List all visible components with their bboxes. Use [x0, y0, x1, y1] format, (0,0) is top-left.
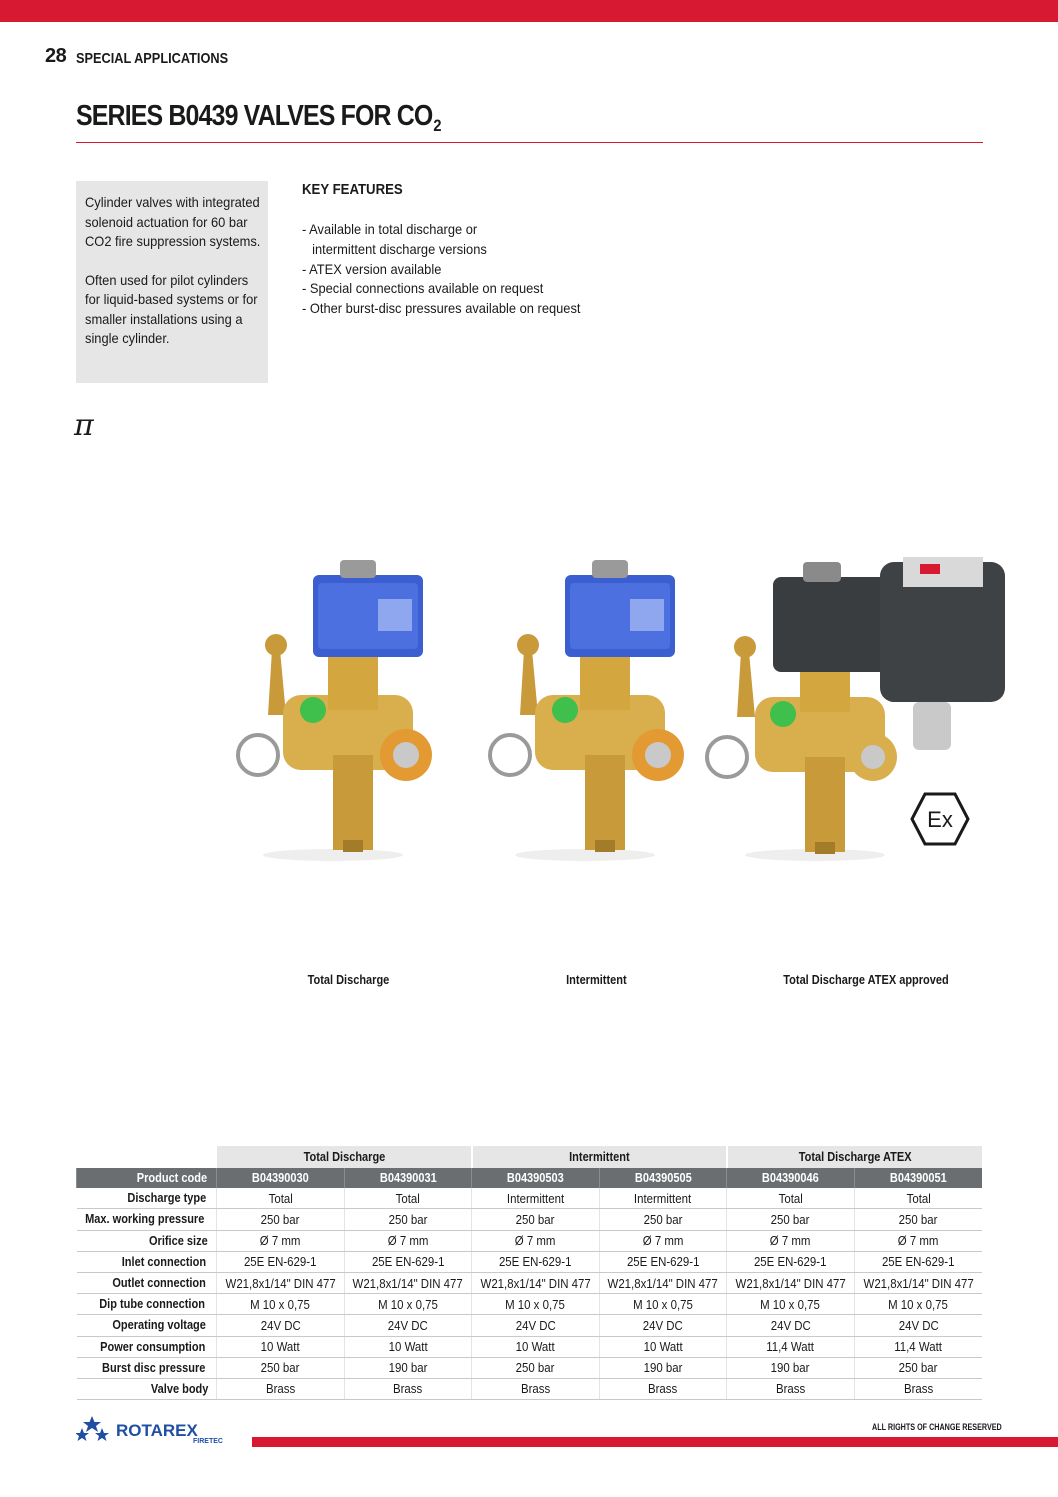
- group-header-total-discharge: Total Discharge: [216, 1146, 471, 1168]
- table-row: [77, 1357, 983, 1378]
- key-feature-item: - Other burst-disc pressures available on request: [302, 300, 581, 317]
- atex-ex-hexagon-icon: [910, 792, 970, 846]
- table-cell: 250 bar: [216, 1357, 344, 1378]
- table-cell: M 10 x 0,75: [599, 1294, 726, 1315]
- table-cell: 190 bar: [727, 1357, 855, 1378]
- table-cell: 24V DC: [727, 1315, 855, 1336]
- table-cell: 10 Watt: [216, 1336, 344, 1357]
- rotarex-logo: [76, 1416, 251, 1444]
- caption-total-discharge: Total Discharge: [307, 973, 390, 987]
- page-title: [76, 100, 441, 133]
- table-cell: 25E EN-629-1: [344, 1251, 471, 1272]
- table-cell: Ø 7 mm: [472, 1230, 600, 1251]
- row-label: Product code: [77, 1168, 217, 1188]
- table-row: [77, 1294, 983, 1315]
- table-cell: Brass: [599, 1378, 726, 1399]
- table-cell: 190 bar: [599, 1357, 726, 1378]
- page-number: 28: [45, 45, 67, 67]
- table-cell: W21,8x1/14" DIN 477: [216, 1272, 344, 1293]
- table-cell: 24V DC: [854, 1315, 982, 1336]
- table-cell: Brass: [854, 1378, 982, 1399]
- table-cell: Total: [216, 1188, 344, 1209]
- table-cell: 250 bar: [854, 1357, 982, 1378]
- table-cell: 250 bar: [472, 1209, 600, 1230]
- table-corner: [77, 1146, 217, 1168]
- table-cell: 25E EN-629-1: [472, 1251, 600, 1272]
- table-row: [77, 1251, 983, 1272]
- table-cell: 10 Watt: [472, 1336, 600, 1357]
- table-cell: M 10 x 0,75: [854, 1294, 982, 1315]
- intro-box: [76, 181, 268, 383]
- table-cell: W21,8x1/14" DIN 477: [344, 1272, 471, 1293]
- pi-symbol: π: [74, 408, 94, 443]
- table-cell: M 10 x 0,75: [472, 1294, 600, 1315]
- logo-brand-text: ROTAREX: [116, 1421, 198, 1440]
- table-cell: 10 Watt: [599, 1336, 726, 1357]
- table-cell: Ø 7 mm: [854, 1230, 982, 1251]
- key-feature-item: - Special connections available on request: [302, 280, 544, 297]
- group-header-intermittent: Intermittent: [472, 1146, 727, 1168]
- rights-notice: ALL RIGHTS OF CHANGE RESERVED: [872, 1422, 1002, 1432]
- specifications-table: [76, 1146, 982, 1400]
- valve-image-total-discharge: [228, 555, 438, 865]
- table-cell: 250 bar: [599, 1209, 726, 1230]
- row-label: Valve body: [77, 1378, 217, 1399]
- logo-star-icon: [83, 1416, 101, 1432]
- table-cell: W21,8x1/14" DIN 477: [854, 1272, 982, 1293]
- table-cell: 25E EN-629-1: [854, 1251, 982, 1272]
- table-cell: 190 bar: [344, 1357, 471, 1378]
- key-feature-item: - ATEX version available: [302, 260, 442, 277]
- product-code: B04390503: [472, 1168, 600, 1188]
- table-cell: 24V DC: [216, 1315, 344, 1336]
- page-title-text: SERIES B0439 VALVES FOR CO: [76, 100, 433, 132]
- table-cell: Ø 7 mm: [599, 1230, 726, 1251]
- caption-intermittent: Intermittent: [566, 973, 627, 987]
- table-cell: Brass: [727, 1378, 855, 1399]
- table-cell: M 10 x 0,75: [344, 1294, 471, 1315]
- key-feature-item: - Available in total discharge or intermittent discharge versions: [302, 220, 633, 260]
- table-cell: Ø 7 mm: [727, 1230, 855, 1251]
- table-row: [77, 1336, 983, 1357]
- ex-mark-text: Ex: [927, 807, 953, 832]
- table-cell: Total: [727, 1188, 855, 1209]
- table-cell: Total: [854, 1188, 982, 1209]
- row-label: Operating voltage: [77, 1315, 217, 1336]
- table-row: [77, 1378, 983, 1399]
- row-label: Power consumption: [77, 1336, 217, 1357]
- table-cell: 250 bar: [344, 1209, 471, 1230]
- table-cell: 11,4 Watt: [854, 1336, 982, 1357]
- table-cell: 24V DC: [344, 1315, 471, 1336]
- table-cell: 250 bar: [854, 1209, 982, 1230]
- table-cell: 24V DC: [599, 1315, 726, 1336]
- row-label: Burst disc pressure: [77, 1357, 217, 1378]
- product-code: B04390030: [216, 1168, 344, 1188]
- title-divider: [76, 142, 983, 143]
- key-feature-continuation: intermittent discharge versions: [312, 240, 487, 257]
- row-label: Dip tube connection: [77, 1294, 217, 1315]
- table-row: [77, 1230, 983, 1251]
- key-features-heading: KEY FEATURES: [302, 181, 403, 198]
- table-cell: Total: [344, 1188, 471, 1209]
- valve-image-intermittent: [480, 555, 690, 865]
- table-cell: 250 bar: [216, 1209, 344, 1230]
- row-label: Max. working pressure: [77, 1209, 217, 1230]
- top-red-bar: [0, 0, 1058, 22]
- table-cell: 250 bar: [727, 1209, 855, 1230]
- row-label: Inlet connection: [77, 1251, 217, 1272]
- table-cell: Intermittent: [599, 1188, 726, 1209]
- table-cell: W21,8x1/14" DIN 477: [727, 1272, 855, 1293]
- table-cell: 25E EN-629-1: [216, 1251, 344, 1272]
- table-cell: M 10 x 0,75: [216, 1294, 344, 1315]
- table-cell: W21,8x1/14" DIN 477: [472, 1272, 600, 1293]
- caption-atex: Total Discharge ATEX approved: [783, 973, 949, 987]
- logo-subbrand-text: FIRETEC: [193, 1438, 223, 1444]
- key-features-list: [302, 220, 662, 319]
- table-cell: 25E EN-629-1: [727, 1251, 855, 1272]
- table-cell: Intermittent: [472, 1188, 600, 1209]
- product-code: B04390031: [344, 1168, 471, 1188]
- table-row: [77, 1272, 983, 1293]
- table-cell: W21,8x1/14" DIN 477: [599, 1272, 726, 1293]
- table-cell: 25E EN-629-1: [599, 1251, 726, 1272]
- table-cell: Ø 7 mm: [216, 1230, 344, 1251]
- intro-paragraph: Often used for pilot cylinders for liquid-based systems or for smaller installations using a single cylinder.: [85, 271, 258, 346]
- table-cell: 10 Watt: [344, 1336, 471, 1357]
- table-row: [77, 1188, 983, 1209]
- table-cell: Brass: [472, 1378, 600, 1399]
- product-code: B04390505: [599, 1168, 726, 1188]
- table-group-header: [77, 1146, 983, 1168]
- table-cell: 24V DC: [472, 1315, 600, 1336]
- table-row: [77, 1209, 983, 1230]
- table-cell: 250 bar: [472, 1357, 600, 1378]
- row-label: Outlet connection: [77, 1272, 217, 1293]
- section-title: SPECIAL APPLICATIONS: [76, 50, 229, 67]
- table-cell: 11,4 Watt: [727, 1336, 855, 1357]
- bottom-red-bar: [252, 1437, 1058, 1447]
- table-cell: Brass: [216, 1378, 344, 1399]
- product-code: B04390046: [727, 1168, 855, 1188]
- product-code: B04390051: [854, 1168, 982, 1188]
- row-label: Discharge type: [77, 1188, 217, 1209]
- page-title-subscript: 2: [433, 116, 441, 135]
- table-cell: Ø 7 mm: [344, 1230, 471, 1251]
- group-header-atex: Total Discharge ATEX: [727, 1146, 982, 1168]
- table-row: [77, 1315, 983, 1336]
- intro-paragraph: Cylinder valves with integrated solenoid actuation for 60 bar CO2 fire suppression systems.: [85, 194, 261, 249]
- table-cell: M 10 x 0,75: [727, 1294, 855, 1315]
- product-code-row: [77, 1168, 983, 1188]
- table-cell: Brass: [344, 1378, 471, 1399]
- row-label: Orifice size: [77, 1230, 217, 1251]
